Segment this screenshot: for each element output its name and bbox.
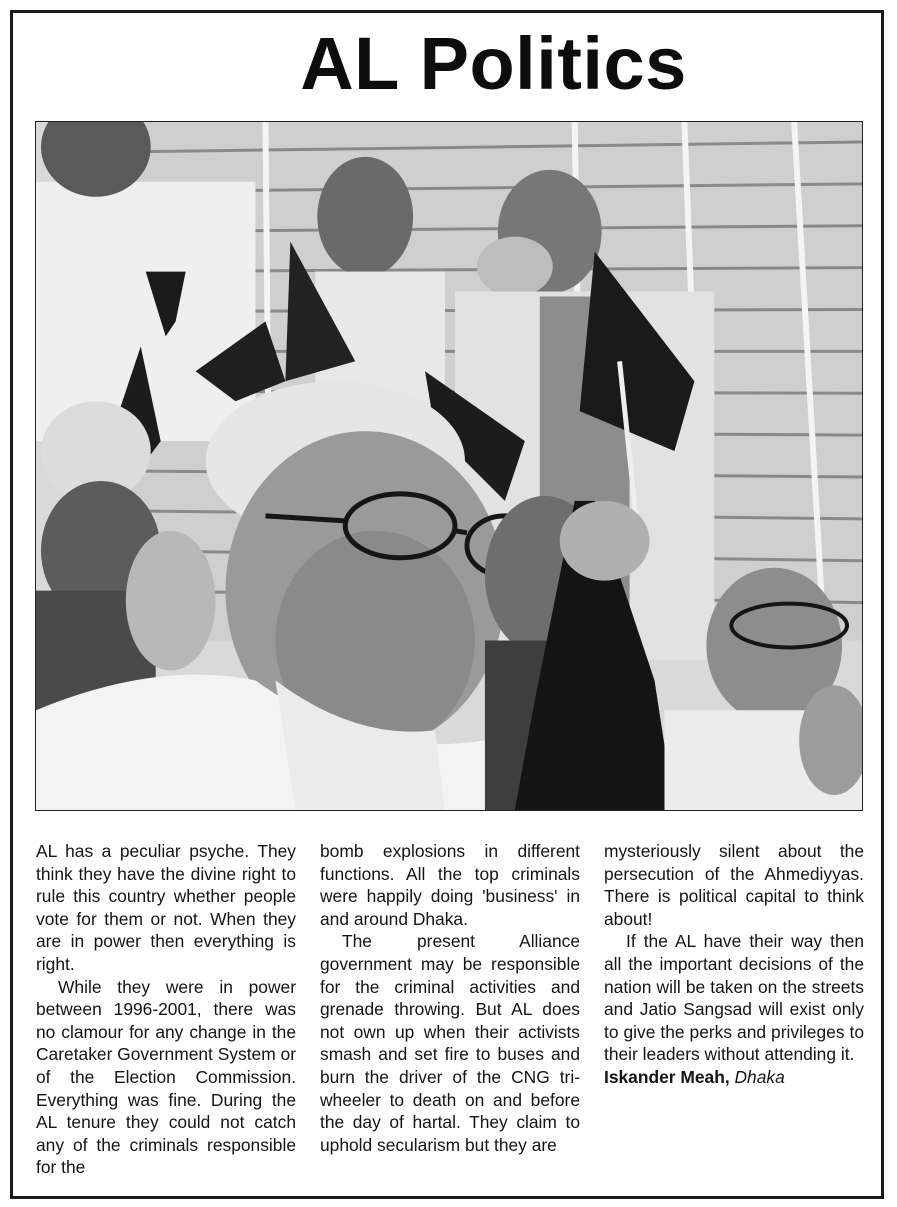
article-paragraph: bomb explosions in different functions. All the top criminals were happily doing 'business' in and around Dhaka. — [320, 841, 580, 929]
byline — [604, 1066, 864, 1089]
byline-name: Iskander Meah, — [604, 1066, 730, 1087]
article-paragraph: If the AL have their way then all the important decisions of the nation will be taken on the streets and Jatio Sangsad will exist only to give the perks and privileges to their leaders without attending it. — [604, 931, 864, 1065]
article-paragraph: mysteriously silent about the persecution of the Ahmediyyas. There is political capital to think about! — [604, 841, 864, 929]
article-column-3 — [604, 840, 864, 1089]
headline: AL Politics — [300, 22, 687, 105]
article-paragraph: AL has a peculiar psyche. They think they have the divine right to rule this country whether people vote for them or not. When they are in power then everything is right. — [36, 841, 296, 974]
article-column-2 — [320, 840, 580, 1156]
photo-illustration — [36, 122, 862, 810]
article-column-1 — [36, 840, 296, 1179]
news-photo — [35, 121, 863, 811]
byline-city: Dhaka — [734, 1066, 785, 1087]
article-paragraph: While they were in power between 1996-2001, there was no clamour for any change in the Caretaker Government System or of the Election Commission. Everything was fine. During the AL tenure they could not catch any of the criminals responsible for the — [36, 976, 296, 1178]
article-paragraph: The present Alliance government may be responsible for the criminal activities and grenade throwing. But AL does not own up when their activists smash and set fire to buses and burn the driver of the CNG tri-wheeler to death on and before the day of hartal. They claim to uphold secularism but they are — [320, 931, 580, 1155]
